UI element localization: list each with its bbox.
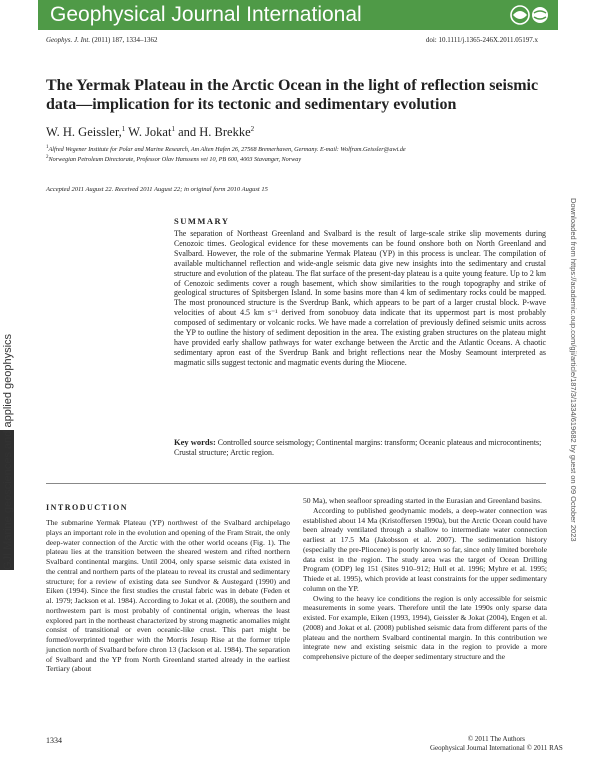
keywords bbox=[174, 437, 546, 458]
copyright bbox=[430, 735, 563, 753]
author-name: W. Jokat bbox=[125, 125, 172, 140]
summary-text: The separation of Northeast Greenland and Svalbard is the result of large-scale strike slip movements during Cenozoic times. Geological evidence for these movements can be found onshore both on North Greenland and Svalbard. However, the role of the submarine Yermak Plateau (YP) in this process is unclear. The compilation of available multichannel reflection and wide-angle seismic data give new insights into the sedimentary and crustal structure and evolution of the plateau. The flat surface of the present-day plateau is a quite young feature. Up to 2 km of Cenozoic sediments cover a rough basement, which show similarities to the rough topography and strike of geological structures of Spitsbergen Island. In some basins more than 4 km of sedimentary rocks could be mapped. The most pronounced structure is the Sverdrup Bank, which appears to be part of a larger crustal block. P-wave velocities of about 4.5 km s⁻¹ derived from sonobuoy data indicate that its uppermost part is most probably composed of sedimentary or volcanic rocks. We have made a correlation of previously defined seismic units across the YP to outline the history of sediment deposition in the area. The existing graben structures on the plateau might have provided early shallow pathways for water exchange between the Arctic and the Atlantic Oceans. A chaotic sedimentary apron east of the Sverdrup Bank and bright reflections near the Mosby Seamount interpreted as magmatic sills suggest tectonic and magmatic events during the Miocene. bbox=[174, 229, 546, 367]
copyright-line: © 2011 The Authors bbox=[467, 735, 526, 743]
page-number: 1334 bbox=[46, 736, 62, 745]
author-affil-mark: 1 bbox=[171, 125, 175, 133]
intro-column-right bbox=[303, 496, 547, 662]
gji-logo-icon bbox=[508, 3, 554, 27]
affiliation-2 bbox=[46, 155, 301, 163]
paragraph: According to published geodynamic models, a deep-water connection was established about 14 Ma (Kristoffersen 1990a), but the Arctic Ocean could have been already ventilated through a shallow to intermediate water connection earliest at 17.5 Ma (Jakobsson et al. 2007). The sedimentation history (especially the pre-Pliocene) is poorly known so far, since only limited borehole data exist in the region. The study area was the target of Ocean Drilling Program (ODP) leg 151 (Sites 910–912; Hull et al. 1996; Myhre et al. 1995; Thiede et al. 1995), which provide at least constraints for the upper sedimentary column on the YP. bbox=[303, 505, 547, 593]
author-affil-mark: 1 bbox=[121, 125, 126, 133]
journal-banner bbox=[38, 0, 558, 30]
author-name: W. H. Geissler, bbox=[46, 125, 122, 140]
citation-journal: Geophys. J. Int. bbox=[46, 36, 91, 44]
section-label: GJI Marine geosciences and applied geophysics bbox=[2, 333, 14, 570]
author-affil-mark: 2 bbox=[250, 125, 255, 133]
affiliation-mark: 2 bbox=[46, 155, 49, 160]
journal-title: Geophysical Journal International bbox=[50, 3, 362, 26]
intro-column-left: The submarine Yermak Plateau (YP) northwest of the Svalbard archipelago plays an important role in the evolution and opening of the Fram Strait, the only deep-water connection of the Arctic with the other world oceans (Fig. 1). The plateau lies at the transition between the sheared western and rifted northern Svalbard continental margins. Until 2004, only sparse seismic data existed in the central and northern parts of the plateau to reveal its crustal and sedimentary structure; for a review of existing data see Sundvor & Austegard (1990) and Eiken (1994). Since the first studies the crustal fabric was in debate (Feden et al. 1979; Jackson et al. 1984). According to Jokat et al. (2008), the southern and northwestern part is most probably of continental origin, whereas the least explored part in the northeast characterized by strong magnetic anomalies might consist of transitional or even oceanic-like crust. This part might be formed/overprinted together with the Morris Jesup Rise at the former triple junction north of Svalbard before chron 13 (Jackson et al. 1984). The separation of Svalbard and the YP from North Greenland started already in the earliest Tertiary (about bbox=[46, 518, 290, 674]
section-divider bbox=[46, 483, 546, 484]
summary-heading: SUMMARY bbox=[174, 216, 230, 226]
introduction-heading: INTRODUCTION bbox=[46, 503, 129, 512]
author-name: and H. Brekke bbox=[174, 125, 251, 140]
affiliation-text: Norwegian Petroleum Directorate, Professor Olav Hanssens vei 10, PB 600, 4003 Stavanger, Norway bbox=[48, 156, 302, 164]
keywords-label: Key words: bbox=[174, 437, 216, 447]
authors bbox=[46, 125, 254, 140]
download-notice[interactable]: Downloaded from https://academic.oup.com/gji/article/187/3/1334/619682 by guest on 09 October 2023 bbox=[569, 198, 578, 542]
copyright-line: Geophysical Journal International © 2011 RAS bbox=[430, 744, 563, 752]
affiliation-text: Alfred Wegener Institute for Polar and Marine Research, Am Alten Hafen 26, 27568 Bremerhaven, Germany. E-mail: Wolfram.Geissler@awi.de bbox=[48, 146, 406, 154]
doi[interactable]: doi: 10.1111/j.1365-246X.2011.05197.x bbox=[425, 36, 538, 44]
affiliation-1 bbox=[46, 145, 406, 153]
keywords-list: Controlled source seismology; Continental margins: transform; Oceanic plateaus and microcontinents; Crustal structure; Arctic region. bbox=[174, 438, 542, 457]
paragraph: Owing to the heavy ice conditions the region is only accessible for seismic measurements in some years. Therefore until the late 1990s only sparse data existed. For example, Eiken (1993, 1994), Geissler & Jokat (2004), Engen et al. (2008) and Jokat et al. (2008) published seismic data from different parts of the plateau and the northern Svalbard continental margin. In this contribution we integrate new and existing seismic data in the region to provide a more comprehensive picture of the deeper sedimentary structure and the bbox=[303, 593, 547, 661]
accepted-date: Accepted 2011 August 22. Received 2011 August 22; in original form 2010 August 15 bbox=[46, 186, 268, 193]
paragraph: 50 Ma), when seafloor spreading started in the Eurasian and Greenland basins. bbox=[303, 496, 542, 505]
citation bbox=[46, 36, 158, 44]
citation-volume: (2011) 187, 1334–1362 bbox=[91, 36, 158, 44]
affiliation-mark: 1 bbox=[46, 145, 49, 150]
article-title: The Yermak Plateau in the Arctic Ocean in the light of reflection seismic data—implication for its tectonic and sedimentary evolution bbox=[46, 77, 539, 113]
